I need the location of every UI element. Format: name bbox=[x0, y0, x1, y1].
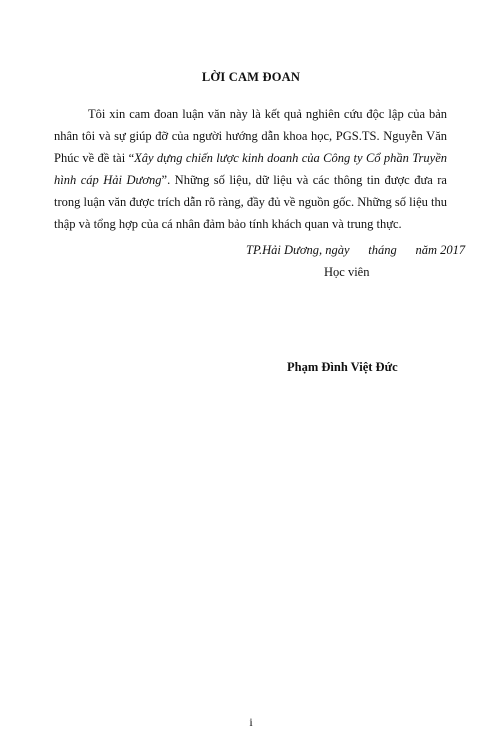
date-line: TP.Hải Dương, ngày tháng năm 2017 bbox=[246, 243, 466, 257]
paragraph-text-part1: Tôi xin cam đoan luận văn này là kết quả nghiên cứu độc lập của bản nhân tôi và sự giúp đỡ của người hướng dẫn khoa học, PGS.TS. Nguyễn Văn Phúc về đề tài “ bbox=[54, 107, 447, 165]
thesis-title: Xây dựng chiến lược kinh doanh của Công ty Cổ phần Truyền hình cáp Hải Dương bbox=[54, 151, 447, 187]
signer-role: Học viên bbox=[324, 265, 370, 279]
signer-name: Phạm Đình Việt Đức bbox=[287, 360, 398, 374]
page-title: LỜI CAM ĐOAN bbox=[201, 70, 301, 84]
page-number: i bbox=[249, 715, 253, 729]
paragraph-text-part2: ”. Những số liệu, dữ liệu và các thông tin được đưa ra trong luận văn được trích dẫn rõ ràng, đầy đủ về nguồn gốc. Những số liệu thu thập và tổng hợp của cá nhân đảm bảo tính khách quan và trung thực. bbox=[54, 173, 447, 231]
declaration-paragraph bbox=[54, 103, 447, 235]
